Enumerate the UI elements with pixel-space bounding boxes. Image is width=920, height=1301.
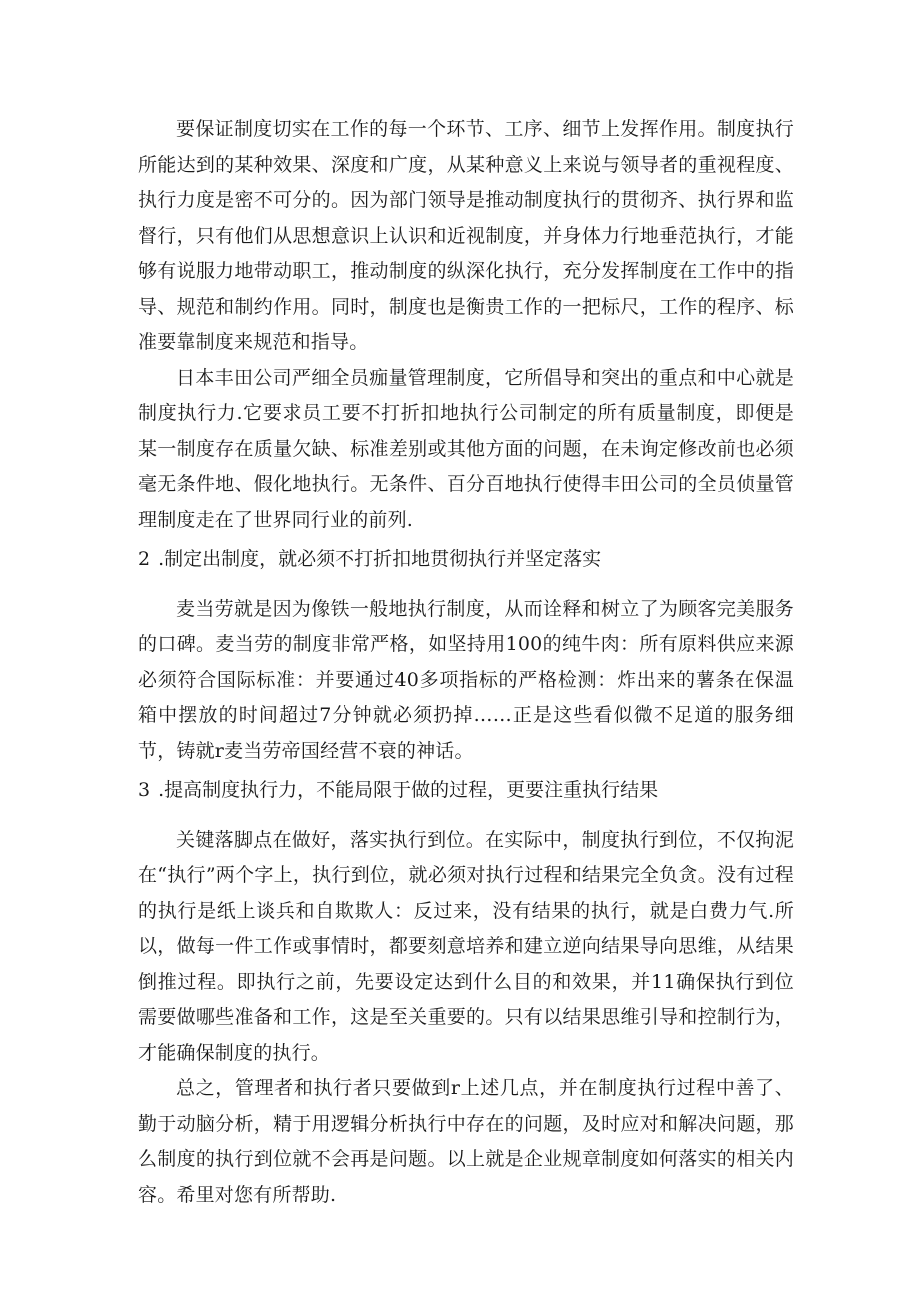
section-title: .制定出制度，就必须不打折扣地贯彻执行并坚定落实 (158, 548, 602, 570)
section-heading-3 (138, 773, 794, 809)
paragraph-results: 关键落脚点在做好，落实执行到位。在实际中，制度执行到位，不仅拘泥在“执行”两个字上，执行到位，就必须对执行过程和结果完全负贪。没有过程的执行是纸上谈兵和自欺欺人：反过来，没有结果的执行，就是白费力气.所以，做每一件工作或事情时，都要刻意培养和建立逆向结果导向思维，从结果倒推过程。即执行之前，先要设定达到什么目的和效果，并11确保执行到位需要做哪些准备和工作，这是至关重要的。只有以结果思维引导和控制行为，才能确保制度的执行。 (138, 828, 794, 1064)
section-number: 2 (138, 548, 151, 570)
paragraph-leadership: 要保证制度切实在工作的每一个环节、工序、细节上发挥作用。制度执行所能达到的某种效果、深度和广度，从某种意义上来说与领导者的重视程度、执行力度是密不可分的。因为部门领导是推动制度执行的贯彻齐、执行界和监督行，只有他们从思想意识上认识和近视制度，并身体力行地垂范执行，才能够有说服力地带动职工，推动制度的纵深化执行，充分发挥制度在工作中的指导、规范和制约作用。同时，制度也是衡贵工作的一把标尺，工作的程序、标准要靠制度来规范和指导。 (138, 118, 794, 353)
document-page (138, 112, 794, 1213)
section-number: 3 (138, 779, 151, 801)
section-heading-2 (138, 542, 794, 578)
paragraph-toyota: 日本丰田公司严细全员痂量管理制度，它所倡导和突出的重点和中心就是制度执行力.它要求员工要不打折扣地执行公司制定的所有质量制度，即便是某一制度存在质量欠缺、标准差别或其他方面的问题，在未询定修改前也必须毫无条件地、假化地执行。无条件、百分百地执行使得丰田公司的全员侦量管理制度走在了世界同行业的前列. (138, 366, 794, 531)
paragraph-conclusion: 总之，管理者和执行者只要做到r上述几点，并在制度执行过程中善了、勤于动脑分析，精于用逻辑分析执行中存在的问题，及时应对和解决问题，那么制度的执行到位就不会再是问题。以上就是企业规章制度如何落实的相关内容。希里对您有所帮助. (138, 1077, 794, 1206)
section-title: .提高制度执行力，不能局限于做的过程，更要注重执行结果 (158, 779, 659, 801)
paragraph-mcdonalds: 麦当劳就是因为像铁一般地执行制度，从而诠释和树立了为顾客完美服务的口碑。麦当劳的制度非常严格，如坚持用100的纯牛肉：所有原料供应来源必须符合国际标准：并要通过40多项指标的严格检测：炸出来的薯条在保温箱中摆放的时间超过7分钟就必须扔掉……正是这些看似微不足道的服务细节，铸就r麦当劳帝国经营不衰的神话。 (138, 597, 794, 762)
